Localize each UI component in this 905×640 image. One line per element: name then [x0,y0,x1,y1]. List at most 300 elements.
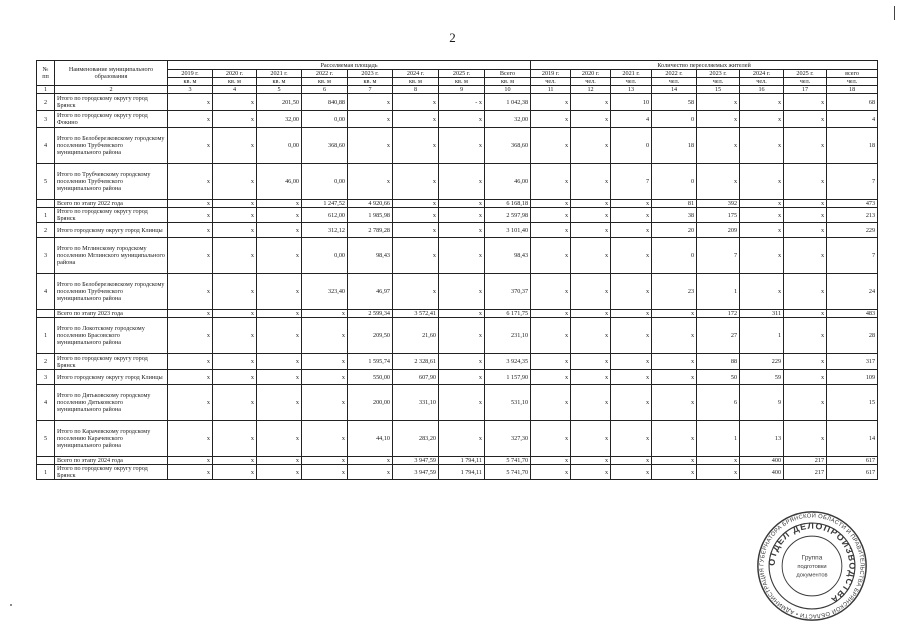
table-row [37,274,878,310]
header-area-unit: кв. м [485,78,531,86]
area-value-cell: x [302,318,348,354]
people-value-cell: x [740,274,784,310]
header-column-number: 14 [652,86,697,94]
row-number: 3 [37,238,55,274]
header-area-year: 2019 г. [168,70,213,78]
area-value-cell: 46,97 [348,274,393,310]
people-value-cell: x [740,111,784,128]
people-value-cell: 400 [740,457,784,465]
header-column-number: 7 [348,86,393,94]
area-value-cell: x [393,94,439,111]
row-number: 1 [37,208,55,223]
header-people-year: 2021 г. [611,70,652,78]
people-value-cell: 81 [652,200,697,208]
row-number [37,457,55,465]
people-value-cell: x [740,238,784,274]
header-people-unit: чел. [652,78,697,86]
area-value-cell: x [257,421,302,457]
area-value-cell: x [439,385,485,421]
people-value-cell: x [611,370,652,385]
people-value-cell: x [784,164,827,200]
area-value-cell: x [348,128,393,164]
people-value-cell: 217 [784,457,827,465]
area-value-cell: x [393,164,439,200]
people-value-cell: 217 [784,465,827,480]
area-value-cell: x [439,274,485,310]
people-value-cell: 400 [740,465,784,480]
people-value-cell: x [784,274,827,310]
header-column-number: 11 [531,86,571,94]
area-value-cell: x [393,208,439,223]
row-name: Итого по Белоберезковскому городскому поселению Трубчевского муниципального района [55,274,168,310]
header-column-number: 18 [827,86,878,94]
area-value-cell: x [257,238,302,274]
people-value-cell: x [784,370,827,385]
people-value-cell: x [784,310,827,318]
header-column-number: 16 [740,86,784,94]
people-value-cell: 229 [827,223,878,238]
header-name: Наименование муниципального образования [55,61,168,86]
area-value-cell: x [348,465,393,480]
table-row [37,385,878,421]
stage-total-row [37,457,878,465]
row-number: 2 [37,223,55,238]
header-column-number: 12 [571,86,611,94]
row-name: Итого по Мглинскому городскому поселению Мглинского муниципального района [55,238,168,274]
header-area-unit: кв. м [393,78,439,86]
people-value-cell: 0 [652,164,697,200]
area-value-cell: 1 985,98 [348,208,393,223]
people-value-cell: x [611,200,652,208]
area-value-cell: x [257,370,302,385]
area-value-cell: 331,10 [393,385,439,421]
people-value-cell: 617 [827,465,878,480]
people-value-cell: 58 [652,94,697,111]
row-number: 1 [37,465,55,480]
area-value-cell: x [302,421,348,457]
people-value-cell: x [531,385,571,421]
area-value-cell: x [302,370,348,385]
area-value-cell: x [393,238,439,274]
area-value-cell: 3 572,41 [393,310,439,318]
people-value-cell: 229 [740,354,784,370]
people-value-cell: 6 [697,385,740,421]
people-value-cell: 28 [827,318,878,354]
area-value-cell: x [393,200,439,208]
header-column-number: 3 [168,86,213,94]
area-value-cell: x [257,354,302,370]
area-value-cell: x [348,164,393,200]
row-name: Итого по Дятьковскому городскому поселению Дятьковского муниципального района [55,385,168,421]
people-value-cell: x [571,385,611,421]
area-value-cell: 550,00 [348,370,393,385]
area-value-cell: 1 794,11 [439,457,485,465]
header-people-group: Количество переселяемых жителей [531,61,878,70]
row-number: 2 [37,354,55,370]
people-value-cell: x [652,465,697,480]
header-area-year: 2021 г. [257,70,302,78]
people-value-cell: 617 [827,457,878,465]
header-area-year: 2024 г. [393,70,439,78]
header-area-unit: кв. м [302,78,348,86]
area-value-cell: x [213,385,257,421]
area-value-cell: 200,00 [348,385,393,421]
area-value-cell: 1 794,11 [439,465,485,480]
people-value-cell: 7 [827,238,878,274]
people-value-cell: x [784,238,827,274]
header-area-year: 2025 г. [439,70,485,78]
people-value-cell: x [531,208,571,223]
area-value-cell: x [257,223,302,238]
header-area-unit: кв. м [168,78,213,86]
people-value-cell: x [611,354,652,370]
header-column-number: 10 [485,86,531,94]
people-value-cell: 172 [697,310,740,318]
people-value-cell: x [697,111,740,128]
header-people-year: 2023 г. [697,70,740,78]
people-value-cell: 15 [827,385,878,421]
header-column-number: 13 [611,86,652,94]
people-value-cell: 23 [652,274,697,310]
area-value-cell: x [257,465,302,480]
area-value-cell: 1 247,52 [302,200,348,208]
stamp-line-3: документов [796,572,828,579]
people-value-cell: 175 [697,208,740,223]
area-value-cell: 2 599,34 [348,310,393,318]
people-value-cell: x [784,128,827,164]
people-value-cell: 209 [697,223,740,238]
area-value-cell: x [302,385,348,421]
people-value-cell: 311 [740,310,784,318]
stamp-line-1: Группа [801,554,823,562]
area-value-cell: 370,37 [485,274,531,310]
table-row [37,223,878,238]
header-area-year: 2023 г. [348,70,393,78]
row-name: Итого по Локотскому городскому поселению Брасовского муниципального района [55,318,168,354]
people-value-cell: x [784,111,827,128]
people-value-cell: 50 [697,370,740,385]
area-value-cell: 1 595,74 [348,354,393,370]
area-value-cell: 0,00 [302,111,348,128]
area-value-cell: x [439,310,485,318]
people-value-cell: 24 [827,274,878,310]
area-value-cell: x [439,164,485,200]
area-value-cell: 612,00 [302,208,348,223]
area-value-cell: x [213,128,257,164]
people-value-cell: x [571,238,611,274]
area-value-cell: 5 741,70 [485,457,531,465]
area-value-cell: x [302,457,348,465]
people-value-cell: x [531,421,571,457]
people-value-cell: 59 [740,370,784,385]
area-value-cell: 1 157,90 [485,370,531,385]
area-value-cell: x [439,111,485,128]
row-number: 5 [37,421,55,457]
header-people-year: всего [827,70,878,78]
area-value-cell: x [213,354,257,370]
row-name: Итого по Трубчевскому городскому поселению Трубчевского муниципального района [55,164,168,200]
people-value-cell: x [531,94,571,111]
people-value-cell: x [571,164,611,200]
header-column-number: 15 [697,86,740,94]
people-value-cell: x [571,111,611,128]
area-value-cell: x [348,94,393,111]
row-number: 3 [37,370,55,385]
area-value-cell: x [213,223,257,238]
header-no: № пп [37,61,55,86]
area-value-cell: x [168,111,213,128]
area-value-cell: 3 947,59 [393,457,439,465]
area-value-cell: x [393,223,439,238]
area-value-cell: x [257,274,302,310]
people-value-cell: x [571,318,611,354]
area-value-cell: x [168,310,213,318]
office-stamp [756,510,868,622]
page-number: 2 [449,30,456,45]
people-value-cell: 27 [697,318,740,354]
table-row [37,465,878,480]
area-value-cell: 21,60 [393,318,439,354]
header-people-unit: чел. [571,78,611,86]
people-value-cell: x [571,274,611,310]
row-name: Всего по этапу 2022 года [55,200,168,208]
people-value-cell: 7 [697,238,740,274]
header-people-year: 2020 г. [571,70,611,78]
people-value-cell: x [740,94,784,111]
row-number [37,310,55,318]
area-value-cell: x [168,94,213,111]
header-area-unit: кв. м [439,78,485,86]
area-value-cell: x [348,111,393,128]
people-value-cell: x [531,274,571,310]
stage-total-row [37,200,878,208]
people-value-cell: x [531,200,571,208]
area-value-cell: x [348,457,393,465]
people-value-cell: 7 [827,164,878,200]
area-value-cell: x [439,421,485,457]
area-value-cell: 98,43 [348,238,393,274]
people-value-cell: x [740,208,784,223]
area-value-cell: 368,60 [302,128,348,164]
area-value-cell: x [302,465,348,480]
header-area-unit: кв. м [348,78,393,86]
row-name: Итого городскому округу город Клинцы [55,223,168,238]
area-value-cell: 327,30 [485,421,531,457]
area-value-cell: x [168,421,213,457]
header-column-number: 9 [439,86,485,94]
area-value-cell: x [168,128,213,164]
table-row [37,164,878,200]
area-value-cell: 0,00 [302,164,348,200]
area-value-cell: x [213,318,257,354]
area-value-cell: 5 741,70 [485,465,531,480]
area-value-cell: 231,10 [485,318,531,354]
area-value-cell: 0,00 [302,238,348,274]
header-column-number: 17 [784,86,827,94]
area-value-cell: x [257,200,302,208]
header-area-year: 2022 г. [302,70,348,78]
area-value-cell: 840,88 [302,94,348,111]
people-value-cell: x [784,223,827,238]
row-number: 4 [37,385,55,421]
people-value-cell: x [531,164,571,200]
people-value-cell: x [697,457,740,465]
area-value-cell: x [168,200,213,208]
area-value-cell: x [213,111,257,128]
people-value-cell: 1 [697,421,740,457]
area-value-cell: 201,50 [257,94,302,111]
header-column-number: 8 [393,86,439,94]
people-value-cell: x [531,310,571,318]
area-value-cell: x [257,208,302,223]
area-value-cell: 98,43 [485,238,531,274]
people-value-cell: 4 [611,111,652,128]
area-value-cell: x [168,208,213,223]
people-value-cell: x [611,238,652,274]
people-value-cell: 473 [827,200,878,208]
people-value-cell: 88 [697,354,740,370]
header-people-unit: чел. [740,78,784,86]
people-value-cell: x [571,94,611,111]
area-value-cell: x [213,370,257,385]
people-value-cell: x [531,457,571,465]
table-row [37,238,878,274]
people-value-cell: x [531,318,571,354]
row-name: Итого по городскому округу город Брянск [55,94,168,111]
people-value-cell: 38 [652,208,697,223]
people-value-cell: 0 [652,238,697,274]
area-value-cell: 4 920,66 [348,200,393,208]
area-value-cell: x [168,238,213,274]
people-value-cell: x [784,318,827,354]
area-value-cell: x [168,457,213,465]
table-row [37,370,878,385]
people-value-cell: x [740,164,784,200]
header-people-unit: чел. [531,78,571,86]
header-people-year: 2025 г. [784,70,827,78]
people-value-cell: x [652,318,697,354]
area-value-cell: 46,00 [485,164,531,200]
people-value-cell: 14 [827,421,878,457]
people-value-cell: x [611,457,652,465]
area-value-cell: 46,00 [257,164,302,200]
row-name: Итого по городскому округу город Фокино [55,111,168,128]
area-value-cell: x [168,370,213,385]
people-value-cell: x [784,421,827,457]
people-value-cell: 4 [827,111,878,128]
area-value-cell: 6 168,18 [485,200,531,208]
area-value-cell: 3 947,59 [393,465,439,480]
area-value-cell: x [439,128,485,164]
people-value-cell: 1 [740,318,784,354]
header-people-unit: чел. [611,78,652,86]
stage-total-row [37,310,878,318]
people-value-cell: 9 [740,385,784,421]
header-area-year: Всего [485,70,531,78]
header-people-year: 2024 г. [740,70,784,78]
people-value-cell: x [571,208,611,223]
area-value-cell: 32,00 [257,111,302,128]
people-value-cell: x [571,310,611,318]
area-value-cell: 0,00 [257,128,302,164]
people-value-cell: 392 [697,200,740,208]
area-value-cell: x [439,223,485,238]
area-value-cell: x [393,274,439,310]
scan-dot [10,604,12,606]
people-value-cell: x [611,310,652,318]
people-value-cell: x [531,465,571,480]
people-value-cell: x [784,94,827,111]
people-value-cell: 18 [827,128,878,164]
area-value-cell: 3 101,40 [485,223,531,238]
people-value-cell: x [531,223,571,238]
header-people-unit: чел. [697,78,740,86]
header-people-year: 2022 г. [652,70,697,78]
area-value-cell: x [393,111,439,128]
area-value-cell: 44,10 [348,421,393,457]
header-column-number: 4 [213,86,257,94]
area-value-cell: x [213,310,257,318]
area-value-cell: 2 789,28 [348,223,393,238]
row-name: Итого по городскому округу город Брянск [55,354,168,370]
area-value-cell: x [213,457,257,465]
area-value-cell: 607,90 [393,370,439,385]
people-value-cell: x [652,370,697,385]
people-value-cell: 317 [827,354,878,370]
people-value-cell: x [611,421,652,457]
people-value-cell: x [697,465,740,480]
row-number: 5 [37,164,55,200]
row-number [37,200,55,208]
people-value-cell: x [611,385,652,421]
table-row [37,208,878,223]
row-name: Итого по Карачевскому городскому поселению Карачевского муниципального района [55,421,168,457]
area-value-cell: 283,20 [393,421,439,457]
area-value-cell: x [213,164,257,200]
area-value-cell: 2 328,61 [393,354,439,370]
area-value-cell: 368,60 [485,128,531,164]
table-row [37,94,878,111]
people-value-cell: 10 [611,94,652,111]
area-value-cell: x [213,200,257,208]
area-value-cell: x [168,223,213,238]
area-value-cell: x [439,354,485,370]
people-value-cell: x [571,200,611,208]
area-value-cell: 1 042,38 [485,94,531,111]
header-people-unit: чел. [827,78,878,86]
resettlement-table [36,60,878,480]
people-value-cell: 20 [652,223,697,238]
people-value-cell: x [784,385,827,421]
people-value-cell: x [697,164,740,200]
row-name: Итого по городскому округу город Брянск [55,465,168,480]
people-value-cell: x [740,223,784,238]
area-value-cell: x [168,274,213,310]
area-value-cell: 531,10 [485,385,531,421]
people-value-cell: 1 [697,274,740,310]
people-value-cell: x [611,274,652,310]
area-value-cell: x [213,465,257,480]
people-value-cell: x [611,208,652,223]
table-row [37,111,878,128]
people-value-cell: x [784,354,827,370]
header-people-unit: чел. [784,78,827,86]
header-column-number: 6 [302,86,348,94]
area-value-cell: x [439,238,485,274]
people-value-cell: 109 [827,370,878,385]
header-people-year: 2019 г. [531,70,571,78]
area-value-cell: x [439,318,485,354]
